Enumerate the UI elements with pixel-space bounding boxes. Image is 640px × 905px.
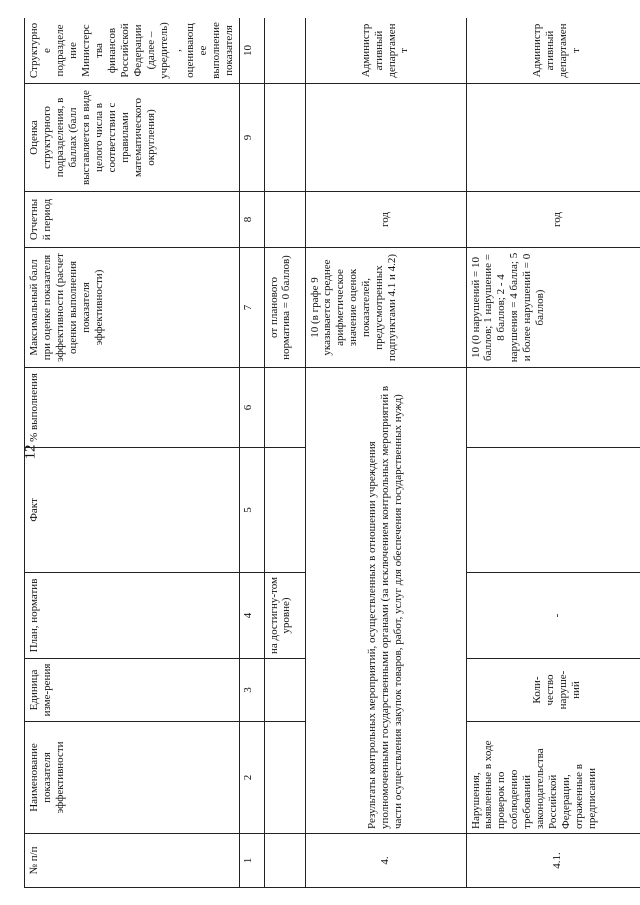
table-cell bbox=[264, 834, 305, 888]
subsection-period: год bbox=[466, 192, 640, 248]
header-num: № п/п bbox=[25, 834, 240, 888]
column-number: 1 bbox=[239, 834, 264, 888]
header-name: Наименование показателя эффективности bbox=[25, 722, 240, 834]
section-4-row bbox=[305, 18, 466, 888]
column-number: 4 bbox=[239, 573, 264, 659]
section-assessment bbox=[305, 84, 466, 192]
subsection-plan: - bbox=[466, 573, 640, 659]
section-department: Административный департамент bbox=[305, 18, 466, 84]
column-number: 2 bbox=[239, 722, 264, 834]
header-row bbox=[25, 18, 240, 888]
table-cell bbox=[264, 192, 305, 248]
header-max-score: Максимальный балл при оценке показателя эффективности (расчет оценки выполнения показателя эффективности) bbox=[25, 248, 240, 368]
subsection-assessment bbox=[466, 84, 640, 192]
performance-indicators-table bbox=[24, 18, 640, 888]
table-cell bbox=[264, 368, 305, 448]
subsection-number: 4.1. bbox=[466, 834, 640, 888]
subsection-unit: Коли-чество наруше-ний bbox=[466, 659, 640, 722]
header-plan: План, норматив bbox=[25, 573, 240, 659]
header-period: Отчетный период bbox=[25, 192, 240, 248]
header-department: Структурное подразделение Министерства финансов Российской Федерации (далее – учредитель), оценивающее выполнение показателя bbox=[25, 18, 240, 84]
subsection-4-1-row bbox=[466, 18, 640, 888]
subsection-percent bbox=[466, 368, 640, 448]
column-number: 8 bbox=[239, 192, 264, 248]
header-assessment: Оценка структурного подразделения, в баллах (балл выставляется в виде целого числа в соответствии с правилами математического округления) bbox=[25, 84, 240, 192]
column-number: 7 bbox=[239, 248, 264, 368]
table-cell bbox=[264, 659, 305, 722]
subsection-max-score: 10 (0 нарушений = 10 баллов; 1 нарушение = 8 баллов; 2 - 4 нарушения = 4 балла; 5 и более нарушений = 0 баллов) bbox=[466, 248, 640, 368]
continuation-plan: на достигну-том уровне) bbox=[264, 573, 305, 659]
section-number: 4. bbox=[305, 834, 466, 888]
column-number: 5 bbox=[239, 448, 264, 573]
subsection-fact bbox=[466, 448, 640, 573]
subsection-name: Нарушения, выявленные в ходе проверок по соблюдению требований законодательства Российской Федерации, отраженные в предписании bbox=[466, 722, 640, 834]
column-number: 9 bbox=[239, 84, 264, 192]
section-title: Результаты контрольных мероприятий, осуществленных в отношении учреждения уполномоченными государственными органами (за исключением контрольных мероприятий в части осуществления закупок товаров, работ, услуг для обеспечения государственных нужд) bbox=[305, 368, 466, 834]
subsection-department: Административный департамент bbox=[466, 18, 640, 84]
table-cell bbox=[264, 722, 305, 834]
column-number-row bbox=[239, 18, 264, 888]
continuation-row bbox=[264, 18, 305, 888]
header-fact: Факт bbox=[25, 448, 240, 573]
table-cell bbox=[264, 84, 305, 192]
column-number: 10 bbox=[239, 18, 264, 84]
section-max-score: 10 (в графе 9 указывается среднее арифметическое значение оценок показателей, предусмотренных подпунктами 4.1 и 4.2) bbox=[305, 248, 466, 368]
column-number: 6 bbox=[239, 368, 264, 448]
continuation-max-score: от планового норматива = 0 баллов) bbox=[264, 248, 305, 368]
header-percent: % выполнения bbox=[25, 368, 240, 448]
page-number: 12 bbox=[22, 444, 39, 460]
section-period: год bbox=[305, 192, 466, 248]
header-unit: Единица изме-рения bbox=[25, 659, 240, 722]
table-cell bbox=[264, 448, 305, 573]
column-number: 3 bbox=[239, 659, 264, 722]
table-wrapper bbox=[24, 18, 640, 905]
table-cell bbox=[264, 18, 305, 84]
